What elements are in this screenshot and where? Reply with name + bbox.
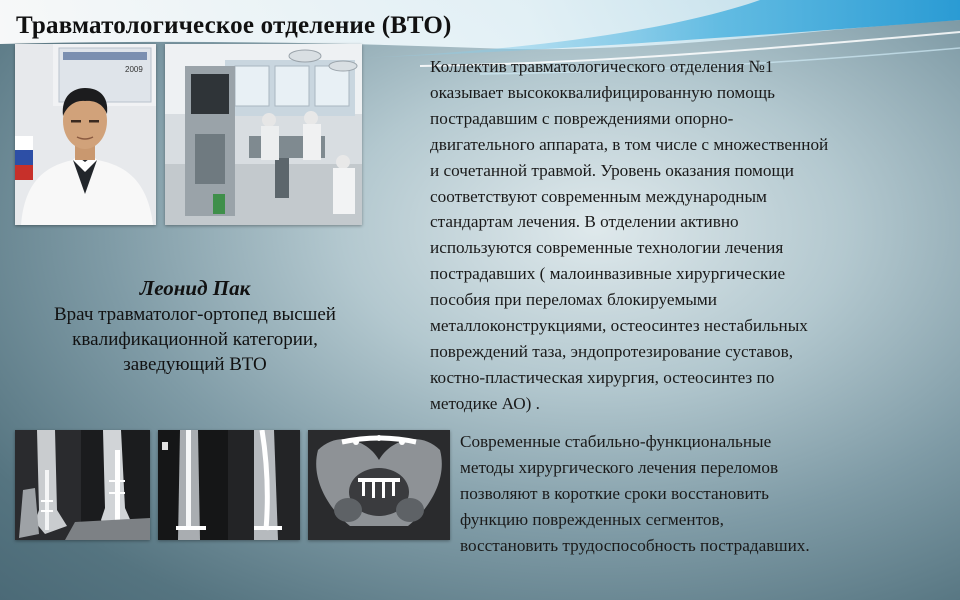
xray-pelvis-fixation-image: [308, 430, 450, 540]
doctor-role-line-3: заведующий ВТО: [123, 354, 267, 375]
text-line: позволяют в короткие сроки восстановить: [460, 483, 770, 503]
text-line: оказывает высококвалифицированную помощь: [430, 82, 775, 102]
methods-description: [460, 429, 940, 559]
text-line: восстановить трудоспособность пострадавших.: [460, 535, 810, 555]
operating-room-photo: [165, 44, 362, 225]
text-line: пособия при переломах блокируемыми: [430, 290, 717, 310]
text-line: пострадавших ( малоинвазивные хирургические: [430, 264, 786, 284]
text-line: методы хирургического лечения переломов: [460, 457, 779, 477]
department-description: [430, 54, 940, 417]
text-line: используются современные технологии лечения: [430, 238, 784, 258]
text-line: повреждений таза, эндопротезирование суставов,: [430, 341, 794, 361]
xray-ankle-plate-image: [15, 430, 150, 540]
text-line: соответствуют современным международным: [430, 186, 767, 206]
text-line: двигательного аппарата, в том числе с множественной: [430, 134, 829, 154]
xray-leg-nail-image: [158, 430, 300, 540]
text-line: Коллектив травматологического отделения №1: [430, 57, 774, 76]
text-line: функцию поврежденных сегментов,: [460, 509, 724, 529]
text-line: костно-пластическая хирургия, остеосинтез по: [430, 367, 775, 387]
text-line: и сочетанной травмой. Уровень оказания помощи: [430, 160, 794, 180]
slide-title: Травматологическое отделение (ВТО): [16, 12, 452, 39]
doctor-caption: [20, 274, 370, 377]
text-line: металлоконструкциями, остеосинтез нестабильных: [430, 316, 808, 336]
text-line: методике АО) .: [430, 393, 540, 413]
doctor-portrait-photo: [15, 44, 156, 225]
doctor-role-line-1: Врач травматолог-ортопед высшей: [54, 304, 336, 325]
poster-year-label: 2009: [125, 65, 143, 74]
doctor-name: Леонид Пак: [139, 276, 251, 300]
doctor-role-line-2: квалификационной категории,: [72, 329, 318, 350]
text-line: Современные стабильно-функциональные: [460, 432, 772, 451]
text-line: пострадавшим с повреждениями опорно-: [430, 108, 734, 128]
text-line: стандартам лечения. В отделении активно: [430, 212, 739, 232]
